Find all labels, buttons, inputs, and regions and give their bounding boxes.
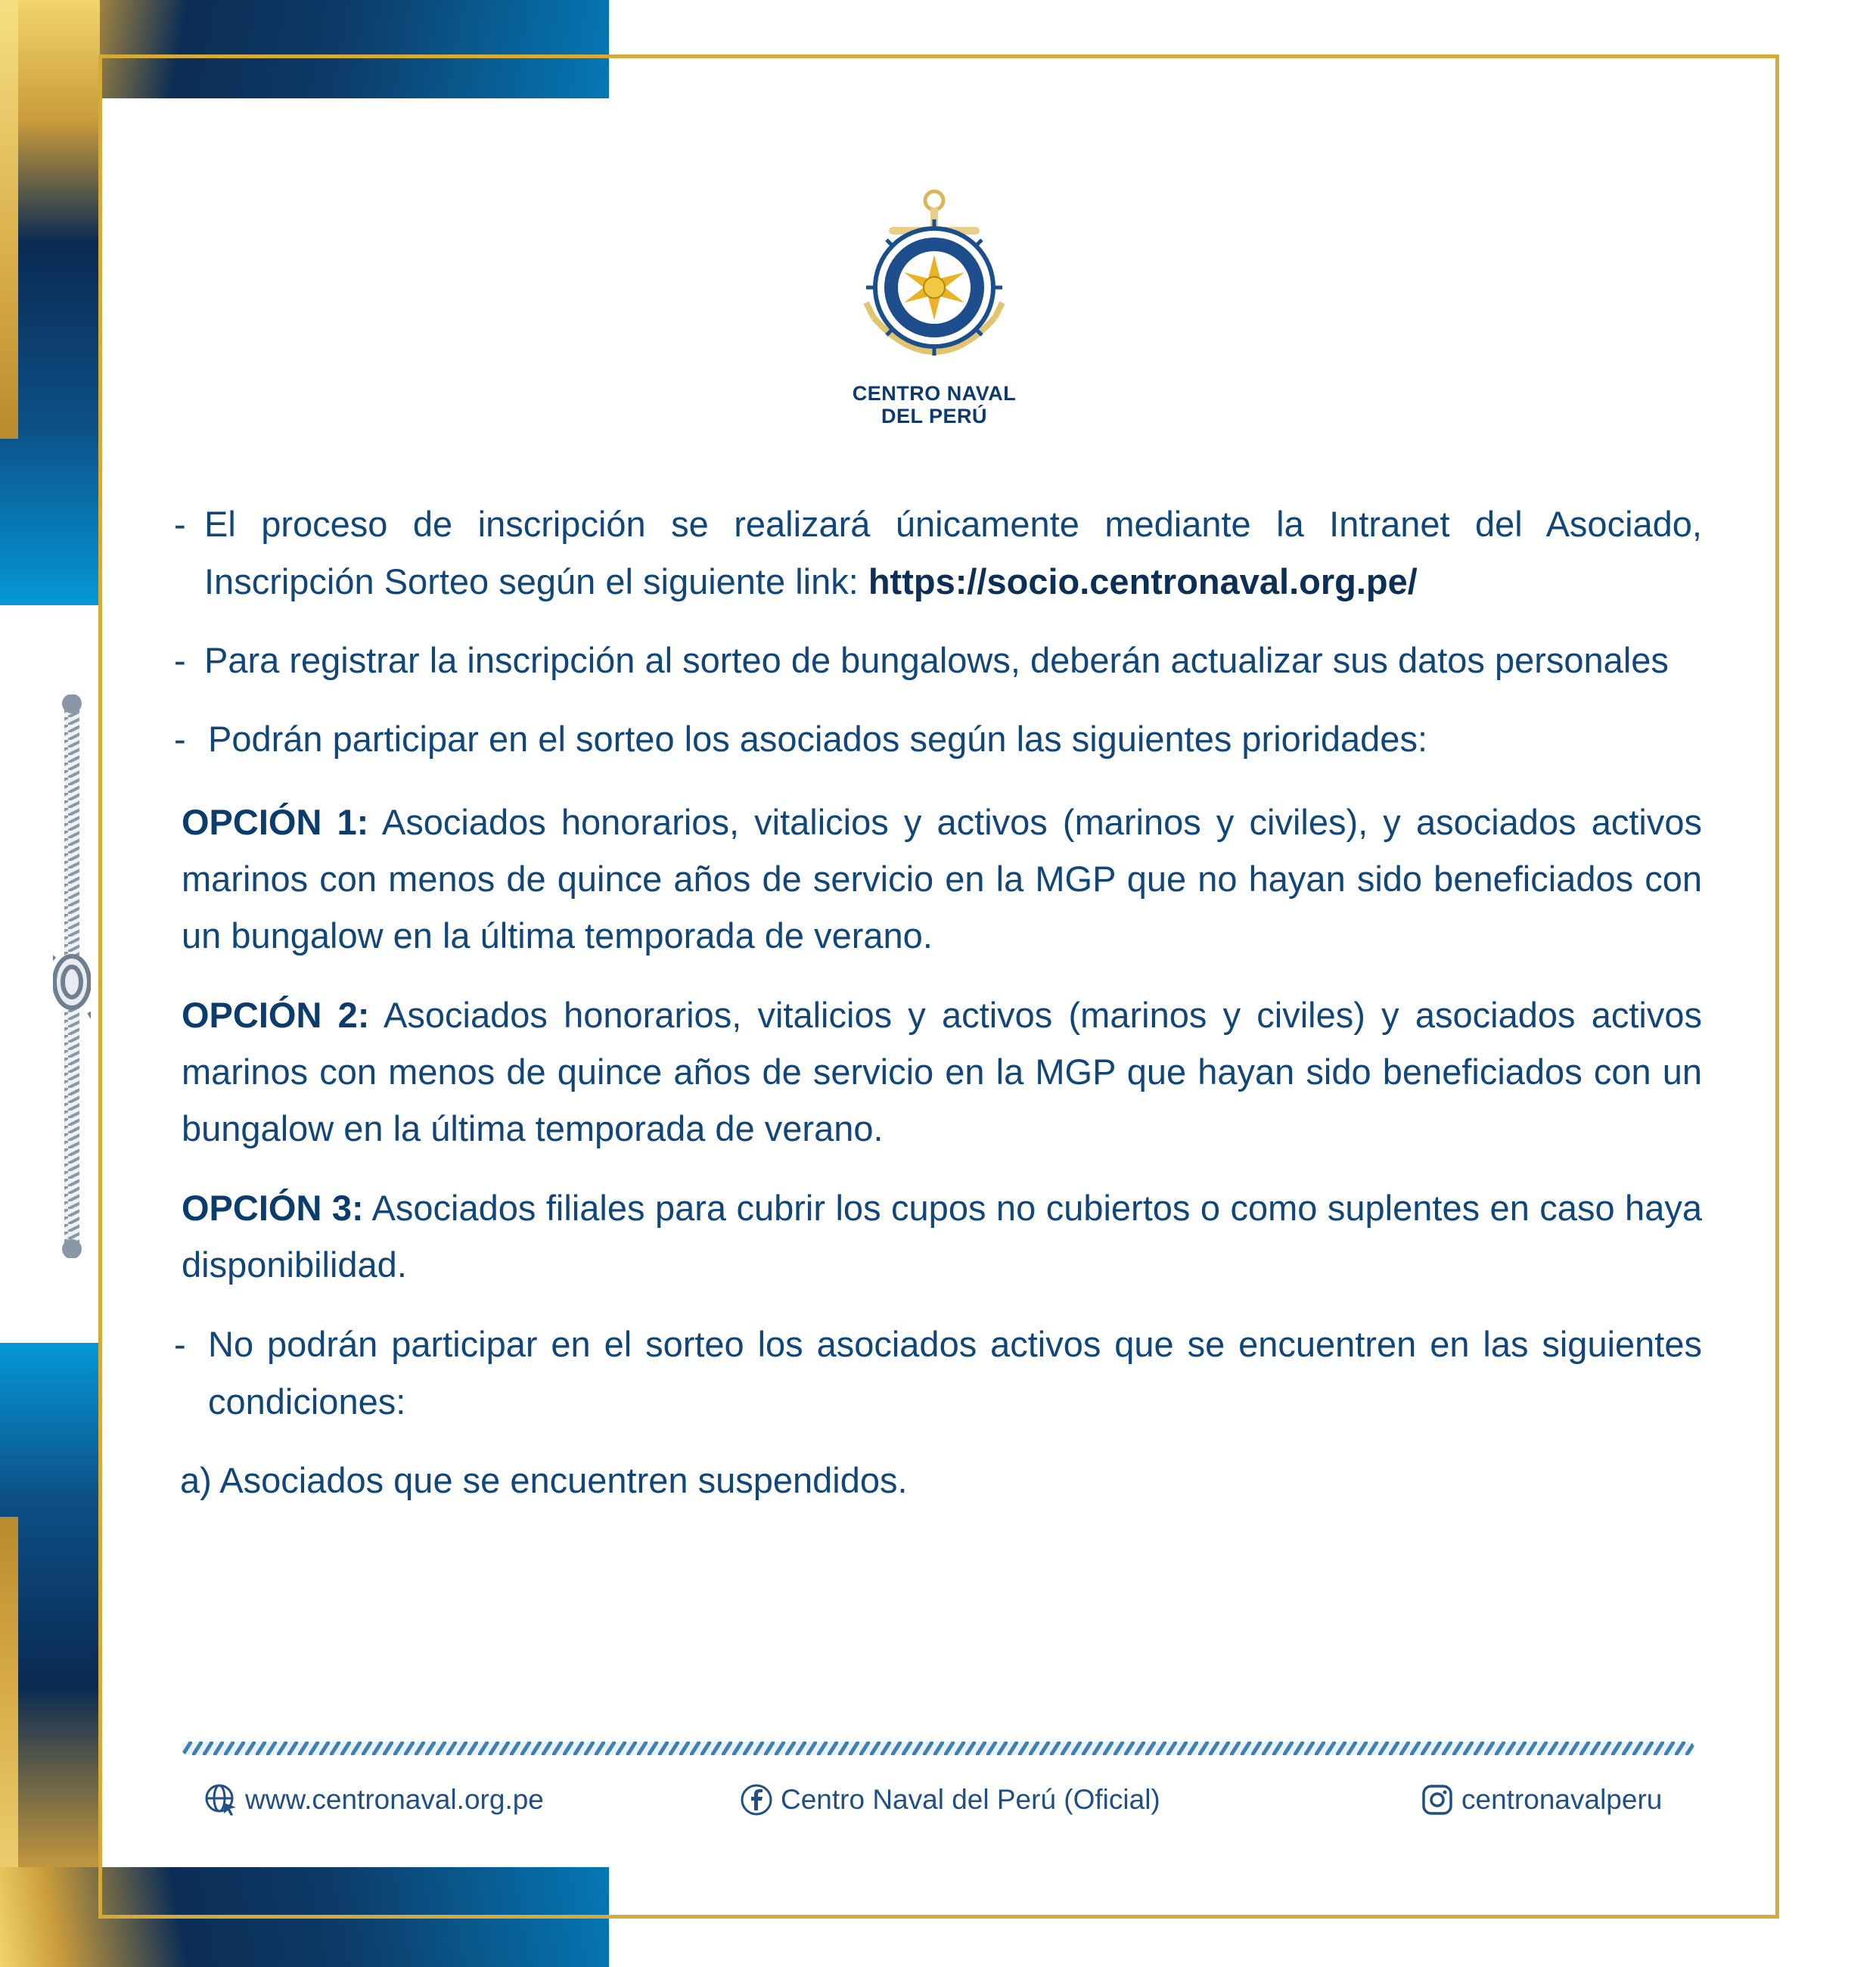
option-2-text: Asociados honorarios, vitalicios y activos (marinos y civiles) y asociados activos marinos con menos de quince años de servicio en la MGP que hayan sido beneficiados con un bungalow en la última temporada de verano. <box>182 995 1702 1148</box>
bullet-update-data <box>174 632 1702 689</box>
bullet-inscription-text: El proceso de inscripción se realizará únicamente mediante la Intranet del Asociado, Inscripción Sorteo según el siguiente link: <box>204 504 1702 601</box>
footer-instagram[interactable] <box>1421 1781 1662 1819</box>
bullet-dash: - <box>174 640 186 680</box>
footer-website-text: www.centronaval.org.pe <box>245 1784 544 1815</box>
condition-a: a) Asociados que se encuentren suspendidos. <box>180 1460 908 1500</box>
footer-facebook-text: Centro Naval del Perú (Oficial) <box>781 1784 1160 1815</box>
gold-strip-top <box>0 0 18 439</box>
main-content <box>174 496 1702 1509</box>
option-2 <box>174 987 1702 1157</box>
bullet-dash: - <box>174 504 186 544</box>
logo-name-line2: DEL PERÚ <box>881 405 988 427</box>
footer-instagram-text: centronavalperu <box>1461 1784 1663 1815</box>
instagram-icon <box>1421 1783 1454 1816</box>
logo-year: 1900 <box>927 323 941 331</box>
option-3-text: Asociados filiales para cubrir los cupos no cubiertos o como suplentes en caso haya disponibilidad. <box>182 1188 1702 1285</box>
option-3 <box>174 1179 1702 1293</box>
centro-naval-logo <box>859 189 1010 378</box>
footer-website[interactable] <box>204 1781 544 1819</box>
intranet-link[interactable]: https://socio.centronaval.org.pe/ <box>868 561 1418 601</box>
bullet-dash: - <box>174 1324 186 1364</box>
footer-facebook[interactable] <box>740 1781 1160 1819</box>
footer-rope-divider <box>182 1740 1694 1757</box>
globe-icon <box>204 1783 238 1816</box>
bullet-exclusions-text: No podrán participar en el sorteo los asociados activos que se encuentren en las siguientes condiciones: <box>208 1324 1702 1422</box>
logo-name <box>787 382 1082 427</box>
bullet-priorities <box>174 710 1702 768</box>
rope-knot-decoration <box>53 695 91 1258</box>
bullet-priorities-text: Podrán participar en el sorteo los asociados según las siguientes prioridades: <box>208 719 1427 759</box>
logo-name-line1: CENTRO NAVAL <box>852 382 1017 405</box>
option-1-text: Asociados honorarios, vitalicios y activos (marinos y civiles), y asociados activos marinos con menos de quince años de servicio en la MGP que no hayan sido beneficiados con un bungalow en la última temporada de verano. <box>182 802 1702 956</box>
option-2-label: OPCIÓN 2: <box>182 995 370 1035</box>
bullet-inscription <box>174 496 1702 611</box>
bullet-exclusions <box>174 1316 1702 1431</box>
option-1-label: OPCIÓN 1: <box>182 802 369 842</box>
bullet-dash: - <box>174 719 186 759</box>
option-3-label: OPCIÓN 3: <box>182 1188 364 1228</box>
option-1 <box>174 794 1702 964</box>
bullet-update-data-text: Para registrar la inscripción al sorteo de bungalows, deberán actualizar sus datos personales <box>204 640 1669 680</box>
facebook-icon <box>740 1783 773 1816</box>
